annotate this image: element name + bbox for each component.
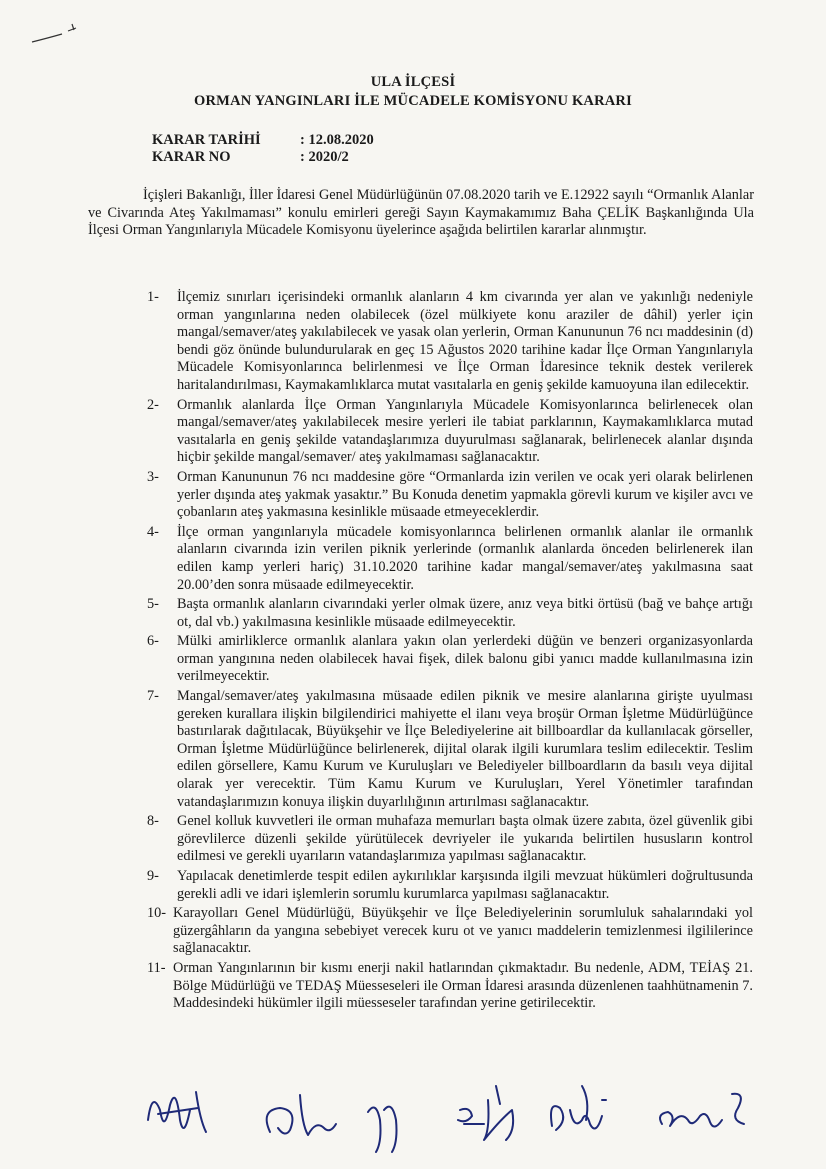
- decision-number-value: : 2020/2: [300, 149, 349, 165]
- decision-item-11: [147, 960, 753, 1013]
- decision-item-text: Orman Yangınlarının bir kısmı enerji nakil hatlarından çıkmaktadır. Bu nedenle, ADM, TEİAŞ 21. Bölge Müdürlüğü ve TEDAŞ Müesseseleri ile Orman İdaresi arasında düzenlenen taahhütnamenin 7. Maddesindeki hükümler ilgili müesseseler tarafından yerine getirilecektir.: [173, 959, 753, 1012]
- document-title-commission: ORMAN YANGINLARI İLE MÜCADELE KOMİSYONU KARARI: [194, 93, 632, 109]
- signature-2: [267, 1095, 336, 1135]
- decision-item-number: 4-: [147, 523, 159, 540]
- decision-number-label: KARAR NO: [152, 149, 231, 165]
- decision-item-number: 11-: [147, 959, 166, 976]
- decision-item-number: 9-: [147, 868, 159, 884]
- decision-date-label: KARAR TARİHİ: [152, 132, 261, 148]
- decision-item-10: [147, 905, 753, 958]
- decision-item-number: 1-: [147, 289, 159, 305]
- decision-item-number: 5-: [147, 596, 159, 613]
- decision-number-row: [152, 149, 374, 166]
- decision-item-9: [147, 868, 753, 903]
- decision-item-number: 3-: [147, 468, 159, 485]
- decision-item-3: [147, 469, 753, 522]
- decision-list: [147, 289, 753, 1015]
- decision-item-4: [147, 524, 753, 594]
- decision-item-5: [147, 596, 753, 631]
- signature-4: [458, 1086, 513, 1140]
- decision-item-2: [147, 397, 753, 467]
- intro-paragraph: İçişleri Bakanlığı, İller İdaresi Genel Müdürlüğünün 07.08.2020 tarih ve E.12922 sayılı “Ormanlık Alanlar ve Civarında Ateş Yakılmaması” konulu emirleri gereği Sayın Kaymakamımız Baha ÇELİK Başkanlığında Ula İlçesi Orman Yangınlarıyla Mücadele Komisyonu üyelerince aşağıda belirtilen kararlar alınmıştır.: [88, 187, 754, 239]
- decision-item-text: Karayolları Genel Müdürlüğü, Büyükşehir ve İlçe Belediyelerinin sorumluluk sahalarındaki yol güzergâhların da yangına sebebiyet verecek kuru ot ve yanıcı maddelerin temizlenmesi ilgililerince sağlanacaktır.: [173, 905, 753, 957]
- decision-item-text: İlçemiz sınırları içerisindeki ormanlık alanların 4 km civarında yer alan ve yakınlığı nedeniyle orman yangınlarına neden olabilecek (özel mülkiyete konu araziler de dâhil) yerler için mangal/semaver/ateş yakılabilecek ve yasak olan yerlerin, Orman Kanununun 76 ncı maddesinin (d) bendi göz önünde bulundurularak en geç 15 Ağustos 2020 tarihine kadar İlçe Orman Yangınlarıyla Mücadele Komisyonlarınca belirlenmesi ve İlçe Orman İdaresince teknik destek verilerek haritalandırılması, Kaymakamlıklarca mutat vasıtalarla en geniş şekilde kamuoyuna ilan edilecektir.: [177, 289, 753, 393]
- decision-item-6: [147, 633, 753, 686]
- signature-6: [660, 1094, 744, 1127]
- decision-item-text: Mangal/semaver/ateş yakılmasına müsaade edilen piknik ve mesire alanlarına girişte uyulması gereken kurallara ilişkin bilgilendirici mahiyette el ilanı veya broşür Orman İşletme Müdürlüğünce bastırılarak dağıtılacak, Büyükşehir ve İlçe Belediyelerine ait billboardlar da kullanılacak görseller, Orman İşletme Müdürlüğünce belirlenerek, dijital olarak ilgili kurumlara teslim edilecektir. Teslim edilen görsellere, Kamu Kurum ve Kuruluşları ve Belediyeler billboardların da basılı veya dijital olarak yer verecektir. Tüm Kamu Kurum ve Kuruluşları, Yerel Yönetimler tarafından vatandaşlarımızın konuya ilişkin duyarlılığının artırılması sağlanacaktır.: [177, 688, 753, 810]
- decision-item-number: 2-: [147, 396, 159, 413]
- decision-meta: [152, 132, 374, 166]
- decision-item-text: Yapılacak denetimlerde tespit edilen aykırılıklar karşısında ilgili mevzuat hükümleri doğrultusunda gerekli adli ve idari işlemlerin sorumlu kurumlarca yapılması sağlanacaktır.: [177, 868, 753, 902]
- decision-item-number: 6-: [147, 633, 159, 650]
- decision-item-text: İlçe orman yangınlarıyla mücadele komisyonlarınca belirlenen ormanlık alanlar ile ormanlık alanların civarında izin verilen piknik yerlerinde (ormanlık alanlarda önceden belirlenerek ilan edilen kamp yerleri hariç) 31.10.2020 tarihine kadar mangal/semaver/ateş yakılmasına saat 20.00’den sonra müsaade edilmeyecektir.: [177, 523, 753, 593]
- decision-date-row: [152, 132, 374, 149]
- decision-item-1: [147, 289, 753, 395]
- decision-item-text: Mülki amirliklerce ormanlık alanlara yakın olan yerlerdeki düğün ve benzeri organizasyonlarda orman yangınına neden olabilecek havai fişek, dilek balonu gibi yanıcı madde kullanılmasına izin verilmeyecektir.: [177, 633, 753, 685]
- document-title-district: ULA İLÇESİ: [370, 74, 456, 90]
- decision-item-7: [147, 688, 753, 811]
- signature-5: [551, 1086, 606, 1130]
- decision-date-value: : 12.08.2020: [300, 132, 374, 148]
- decision-item-number: 10-: [147, 905, 167, 922]
- signature-3: [368, 1107, 397, 1152]
- signature-1: [148, 1092, 206, 1132]
- pen-mark: [28, 20, 88, 50]
- decision-item-text: Ormanlık alanlarda İlçe Orman Yangınlarıyla Mücadele Komisyonlarınca belirlenecek olan mangal/semaver/ateş yakılabilecek mesire yerleri ile tabiat parklarının, Kaymakamlıklarca mutad vasıtalarla en geniş şekilde vatandaşlarımıza duyurulması sağlanarak, belirlenecek alanlar dışında hiçbir şekilde mangal/semaver/ ateş yakılmaması sağlanacaktır.: [177, 396, 753, 466]
- decision-item-text: Genel kolluk kuvvetleri ile orman muhafaza memurları başta olmak üzere zabıta, özel güvenlik gibi görevlilerce düzenli şekilde yürütülecek devriyeler ile yukarıda belirtilen hususların kontrol edilmesi ve gerekli uyarıların vatandaşlarımıza yapılması sağlanacaktır.: [177, 813, 753, 865]
- decision-item-number: 8-: [147, 813, 159, 830]
- decision-item-text: Orman Kanununun 76 ncı maddesine göre “Ormanlarda izin verilen ve ocak yeri olarak belirlenen yerler dışında ateş yakmak yasaktır.” Bu Konuda denetim yapmakla görevli kurum ve kişiler avcı ve çobanların ateş yakmasına kesinlikle müsaade etmeyeceklerdir.: [177, 468, 753, 521]
- decision-item-text: Başta ormanlık alanların civarındaki yerler olmak üzere, anız veya bitki örtüsü (bağ ve bahçe artığı ot, dal vb.) yakılmasına kesinlikle müsaade edilmeyecektir.: [177, 596, 753, 630]
- decision-item-number: 7-: [147, 688, 159, 705]
- decision-item-8: [147, 813, 753, 866]
- signatures: [140, 1080, 780, 1160]
